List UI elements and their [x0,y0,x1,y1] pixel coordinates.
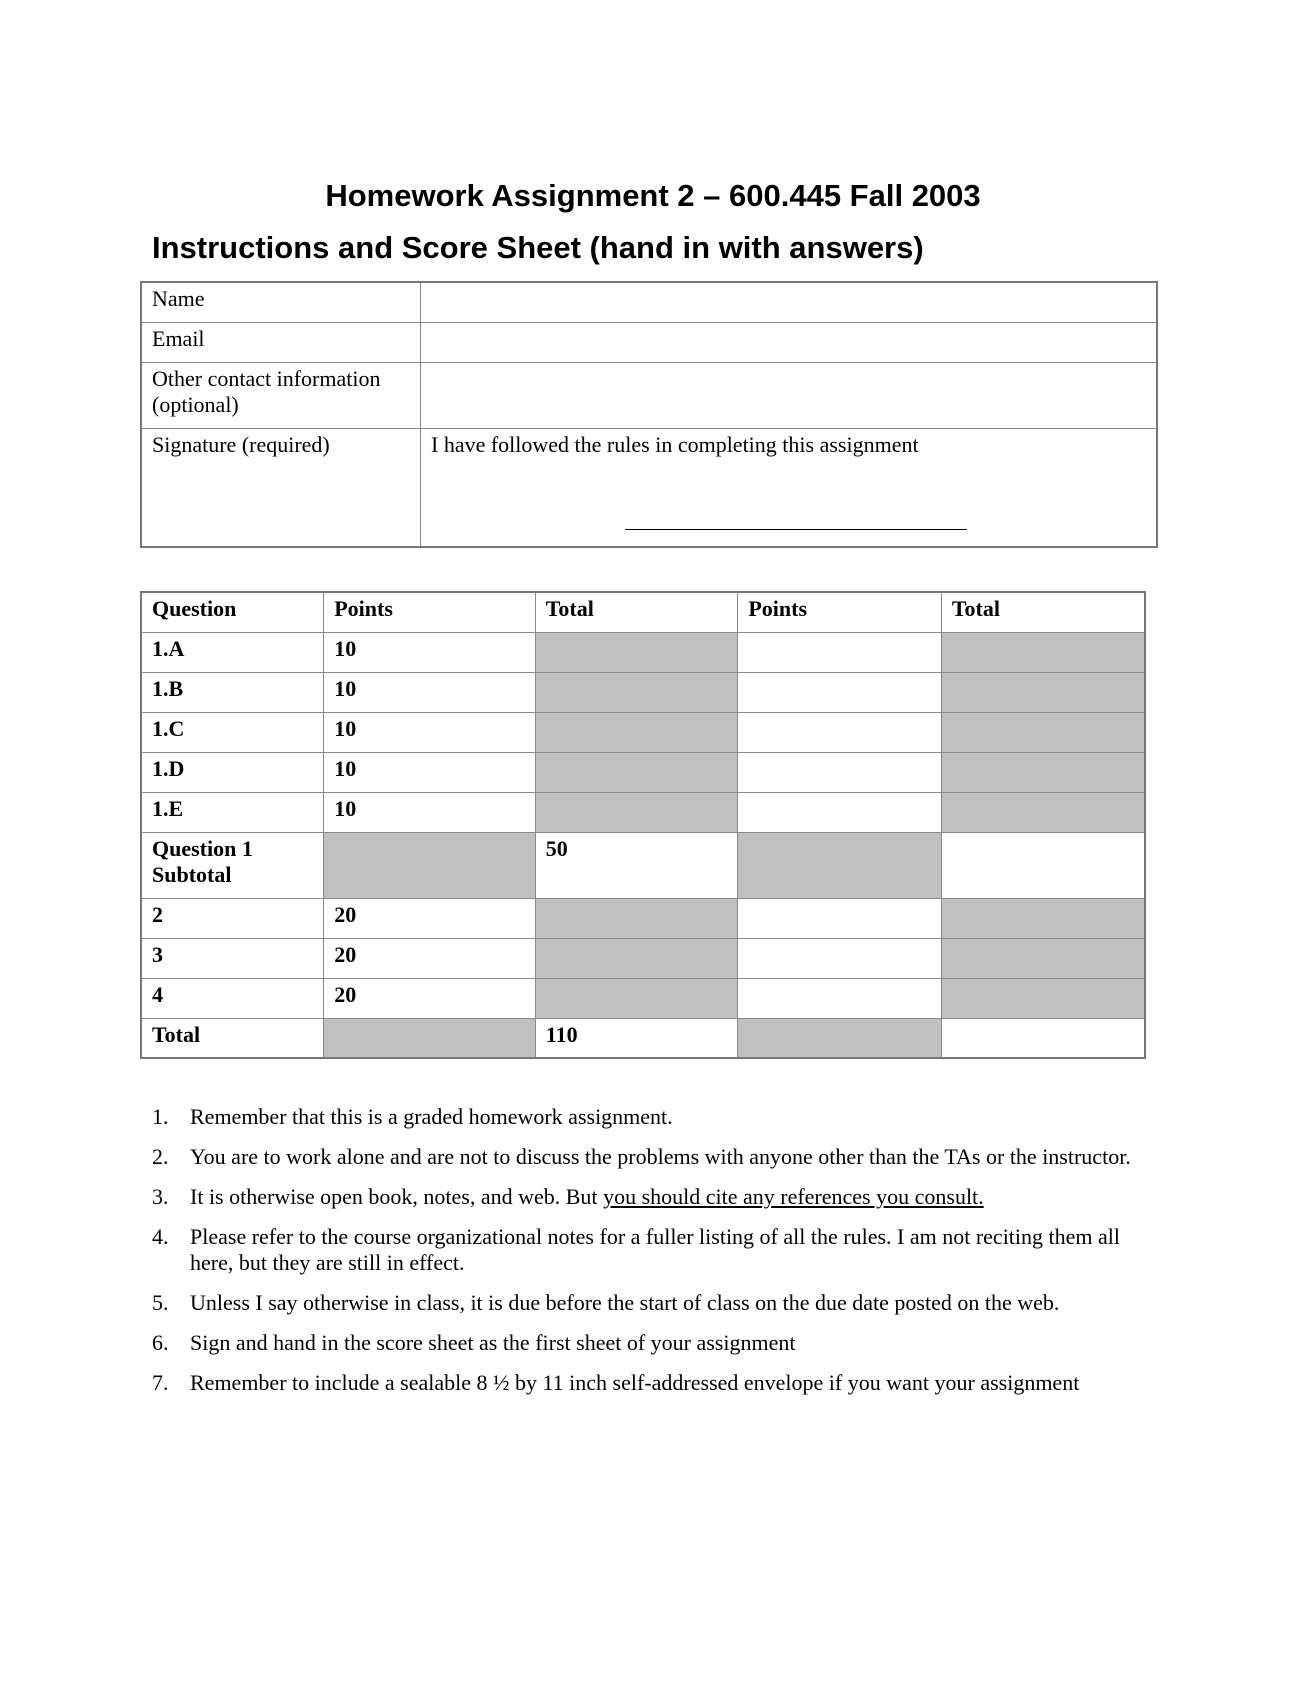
earned-points-cell[interactable] [738,938,942,978]
name-label: Name [141,282,421,322]
list-item-number: 4. [152,1224,169,1249]
question-cell: 1.B [141,672,324,712]
email-field[interactable] [421,322,1158,362]
total-cell-shaded [535,938,738,978]
header-total: Total [535,592,738,632]
total-cell: 110 [535,1018,738,1058]
earned-points-cell[interactable] [738,792,942,832]
list-item [152,1144,1142,1170]
score-header-row [141,592,1145,632]
student-info-table [140,281,1158,548]
table-row [141,938,1145,978]
list-item-number: 1. [152,1104,169,1129]
list-item-number: 7. [152,1370,169,1395]
total-cell-shaded [535,632,738,672]
grand-total-row [141,1018,1145,1058]
list-item-number: 6. [152,1330,169,1355]
question-cell: 1.D [141,752,324,792]
name-field[interactable] [421,282,1158,322]
total-cell: 50 [535,832,738,898]
header-total-earned: Total [941,592,1145,632]
total-cell-shaded [535,978,738,1018]
list-item [152,1184,1142,1210]
points-cell: 10 [324,752,536,792]
earned-points-cell-shaded [738,832,942,898]
earned-points-cell[interactable] [738,632,942,672]
list-item-text: Remember that this is a graded homework assignment. [190,1104,673,1129]
earned-total-cell-shaded [941,712,1145,752]
points-cell-shaded [324,832,536,898]
list-item [152,1370,1142,1396]
other-contact-label: Other contact information (optional) [141,362,421,428]
subtotal-row [141,832,1145,898]
question-cell: 3 [141,938,324,978]
table-row [141,792,1145,832]
list-item [152,1330,1142,1356]
earned-points-cell[interactable] [738,712,942,752]
question-cell: 1.C [141,712,324,752]
list-item [152,1290,1142,1316]
table-row [141,978,1145,1018]
rules-list [152,1104,1142,1410]
points-cell: 10 [324,672,536,712]
earned-total-cell-shaded [941,938,1145,978]
total-cell-shaded [535,792,738,832]
document-subtitle: Instructions and Score Sheet (hand in with answers) [152,230,924,265]
table-row [141,898,1145,938]
email-row [141,322,1157,362]
other-contact-field[interactable] [421,362,1158,428]
earned-points-cell[interactable] [738,898,942,938]
list-item-text: It is otherwise open book, notes, and web. But [190,1184,604,1209]
header-question: Question [141,592,324,632]
list-item-text: Remember to include a sealable 8 ½ by 11 inch self-addressed envelope if you want your assignment [190,1370,1080,1395]
signature-statement: I have followed the rules in completing this assignment [431,431,919,457]
other-contact-row [141,362,1157,428]
points-cell: 10 [324,632,536,672]
question-cell: Question 1 Subtotal [141,832,324,898]
points-cell: 20 [324,938,536,978]
earned-points-cell-shaded [738,1018,942,1058]
list-item-text: Please refer to the course organizational notes for a fuller listing of all the rules. I am not reciting them all here, but they are still in effect. [190,1224,1121,1275]
list-item [152,1104,1142,1130]
table-row [141,672,1145,712]
earned-total-cell-shaded [941,672,1145,712]
list-item-number: 5. [152,1290,169,1315]
list-item-text: Sign and hand in the score sheet as the first sheet of your assignment [190,1330,796,1355]
points-cell-shaded [324,1018,536,1058]
total-cell-shaded [535,672,738,712]
earned-points-cell[interactable] [738,752,942,792]
points-cell: 10 [324,712,536,752]
earned-points-cell[interactable] [738,978,942,1018]
name-row [141,282,1157,322]
points-cell: 20 [324,898,536,938]
list-item-text: You are to work alone and are not to discuss the problems with anyone other than the TAs or the instructor. [190,1144,1131,1169]
email-label: Email [141,322,421,362]
question-cell: 1.E [141,792,324,832]
table-row [141,632,1145,672]
earned-total-cell-shaded [941,632,1145,672]
signature-line [625,529,967,530]
document-title: Homework Assignment 2 – 600.445 Fall 2003 [325,178,981,213]
points-cell: 10 [324,792,536,832]
earned-total-cell-shaded [941,752,1145,792]
earned-points-cell[interactable] [738,672,942,712]
table-row [141,752,1145,792]
list-item-underlined-text: you should cite any references you consult. [603,1184,984,1209]
total-cell-shaded [535,712,738,752]
signature-label: Signature (required) [141,428,421,547]
points-cell: 20 [324,978,536,1018]
earned-total-cell[interactable] [941,832,1145,898]
total-cell-shaded [535,752,738,792]
signature-field[interactable] [421,428,1158,547]
list-item-number: 3. [152,1184,169,1209]
earned-total-cell-shaded [941,898,1145,938]
table-row [141,712,1145,752]
question-cell: 1.A [141,632,324,672]
score-table [140,591,1146,1059]
earned-total-cell[interactable] [941,1018,1145,1058]
earned-total-cell-shaded [941,978,1145,1018]
question-cell: Total [141,1018,324,1058]
signature-row [141,428,1157,547]
question-cell: 4 [141,978,324,1018]
list-item [152,1224,1142,1276]
earned-total-cell-shaded [941,792,1145,832]
header-points: Points [324,592,536,632]
header-points-earned: Points [738,592,942,632]
question-cell: 2 [141,898,324,938]
list-item-number: 2. [152,1144,169,1169]
total-cell-shaded [535,898,738,938]
list-item-text: Unless I say otherwise in class, it is due before the start of class on the due date posted on the web. [190,1290,1060,1315]
